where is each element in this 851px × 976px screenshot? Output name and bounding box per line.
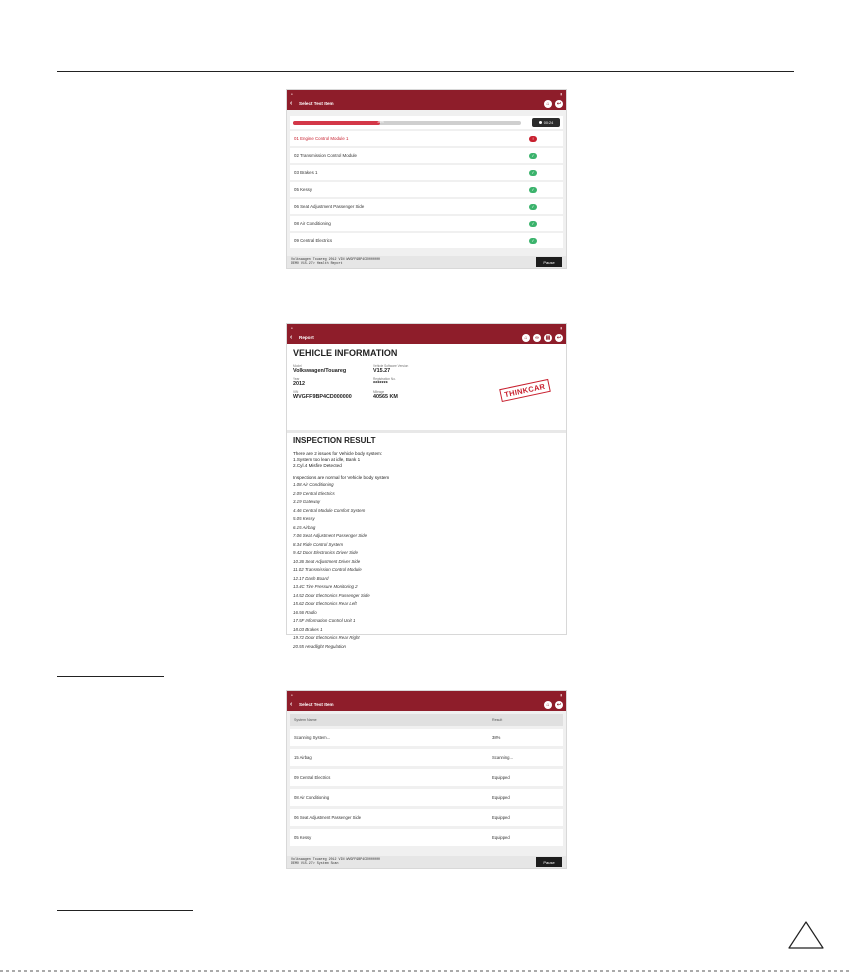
normal-system-item: 7.06 Seat Adjustment Passenger Side	[293, 533, 368, 538]
vehicle-field	[373, 390, 453, 402]
breadcrumb: DEMO V15.27> Health Report	[291, 261, 343, 265]
title-bar	[287, 698, 566, 711]
normal-system-item: 4.46 Central Module Comfort System	[293, 507, 366, 513]
module-name: 05 Kessy	[294, 187, 313, 192]
system-name: 08 Air Conditioning	[294, 795, 330, 800]
vehicle-info-title: VEHICLE INFORMATION	[293, 348, 398, 358]
normal-system-item: 2.09 Central Electrics	[293, 490, 335, 496]
back-arrow-icon[interactable]: ‹	[290, 334, 293, 341]
field-label: Year	[293, 377, 300, 381]
field-value: 40565 KM	[373, 394, 398, 400]
page-triangle-icon	[787, 920, 825, 950]
module-name: 08 Air Conditioning	[294, 221, 331, 226]
module-row[interactable]	[290, 131, 563, 146]
system-name: 09 Central Electrics	[294, 775, 331, 780]
section-underline	[57, 676, 164, 677]
normal-system-item: 14.52 Door Electronics Passenger Side	[293, 592, 370, 598]
home-icon[interactable]: ⌂	[544, 701, 552, 709]
field-label: Model	[293, 364, 302, 368]
module-name: 09 Central Electrics	[294, 238, 333, 243]
issues-header: There are 2 issues for Vehicle body system:	[293, 451, 383, 456]
system-name: 06 Seat Adjustment Passenger Side	[294, 815, 362, 820]
issue-item: 2.Cyl.4 Misfire Detected	[293, 463, 342, 468]
normal-system-item: 18.03 Brakes 1	[293, 626, 323, 632]
module-row[interactable]	[290, 216, 563, 231]
exit-icon[interactable]: ↩	[556, 100, 562, 107]
module-row[interactable]	[290, 182, 563, 197]
module-row[interactable]	[290, 148, 563, 163]
system-name: Scanning System...	[294, 735, 331, 740]
back-arrow-icon[interactable]: ‹	[290, 100, 293, 107]
check-icon: ✓	[529, 187, 537, 193]
back-arrow-icon[interactable]: ‹	[290, 701, 293, 708]
table-row[interactable]	[290, 749, 563, 766]
normal-system-item: 19.72 Door Electronics Rear Right	[293, 635, 360, 640]
breadcrumb: DEMO V15.27> System Scan	[291, 861, 339, 865]
crop-marks	[0, 970, 851, 972]
title-bar	[287, 331, 566, 344]
vehicle-field	[293, 390, 373, 402]
vehicle-footer	[287, 856, 566, 868]
normal-system-item: 15.62 Door Electronics Rear Left	[293, 601, 357, 606]
pause-button[interactable]: Pause	[536, 257, 562, 267]
thinkcar-stamp: THINKCAR	[499, 379, 550, 402]
normal-system-item: 12.17 Dash Board	[293, 575, 329, 581]
normal-system-item: 17.5F Information Control Unit 1	[293, 618, 356, 623]
scan-result: Scanning...	[492, 755, 513, 760]
screen-title: Report	[299, 335, 314, 340]
check-icon: ✓	[529, 221, 537, 227]
normal-system-item: 20.55 Headlight Regulation	[293, 643, 346, 649]
scan-result: Equipped	[492, 795, 510, 800]
status-bar: ● ▮	[287, 90, 566, 97]
field-value: Volkswagen/Touareg	[293, 368, 347, 374]
normal-system-item: 1.08 Air Conditioning	[293, 482, 334, 487]
scan-result: Equipped	[492, 835, 510, 840]
scan-progress-bar	[293, 121, 521, 125]
scan-result: 38%	[492, 735, 501, 740]
progress-label: 38%	[377, 120, 384, 124]
normal-system-item: 3.19 Gateway	[293, 499, 321, 504]
module-name: 01 Engine Control Module 1	[294, 136, 349, 141]
normal-system-item: 9.42 Door Electronics Driver Side	[293, 550, 358, 555]
screen-title: Select Test Item	[299, 702, 334, 707]
system-name: 15 Airbag	[294, 755, 312, 760]
normal-header: Inspections are normal for Vehicle body system	[293, 475, 390, 480]
section-underline	[57, 910, 193, 911]
report-screen	[286, 323, 567, 649]
exit-icon[interactable]: ↩	[556, 334, 562, 341]
table-row[interactable]	[290, 809, 563, 826]
scan-result: Equipped	[492, 815, 510, 820]
normal-system-item: 16.56 Radio	[293, 609, 317, 615]
module-row[interactable]	[290, 199, 563, 214]
table-row[interactable]	[290, 729, 563, 746]
vehicle-info-line: Volkswagen Touareg 2012 VIN WVGFF9BP4CD000000	[291, 257, 381, 262]
inspection-result	[287, 430, 566, 651]
error-icon: !	[529, 136, 537, 142]
vehicle-information	[287, 344, 566, 430]
issue-item: 1.System too lean at idle, Bank 1	[293, 457, 361, 462]
normal-system-item: 13.4C Tire Pressure Monitoring 2	[293, 584, 358, 589]
system-name: 05 Kessy	[294, 835, 312, 840]
normal-system-item: 10.36 Seat Adjustment Driver Side	[293, 558, 361, 564]
check-icon: ✓	[529, 238, 537, 244]
share-icon[interactable]: ∞	[533, 334, 541, 342]
print-icon[interactable]: ▤	[545, 334, 551, 341]
check-icon: ✓	[529, 204, 537, 210]
field-value: WVGFF9BP4CD000000	[293, 394, 352, 400]
field-label: Vehicle Software Version	[373, 364, 409, 368]
field-label: Registration No.	[373, 377, 396, 381]
vehicle-field	[293, 364, 373, 376]
health-report-screen	[286, 89, 567, 269]
normal-system-item: 6.15 Airbag	[293, 524, 316, 530]
table-row[interactable]	[290, 829, 563, 846]
title-bar	[287, 97, 566, 110]
vehicle-field	[293, 377, 373, 389]
module-name: 02 Transmission Control Module	[294, 153, 357, 158]
check-icon: ✓	[529, 153, 537, 159]
field-label: Mileage	[373, 390, 385, 394]
system-scan-screen	[286, 690, 567, 869]
column-system-name: System Name	[294, 718, 317, 722]
field-value: *******	[373, 381, 388, 387]
status-bar: ● ▮	[287, 324, 566, 331]
scan-timer	[532, 118, 560, 127]
column-result: Result	[492, 718, 503, 722]
vehicle-field	[373, 377, 453, 389]
normal-system-item: 5.05 Kessy	[293, 516, 315, 521]
timer-value: 00:24	[543, 120, 554, 125]
module-name: 03 Brakes 1	[294, 170, 318, 175]
field-value: 2012	[293, 381, 305, 387]
vehicle-footer	[287, 256, 566, 268]
vehicle-info-line: Volkswagen Touareg 2012 VIN WVGFF9BP4CD000000	[291, 857, 381, 862]
screen-title: Select Test Item	[299, 101, 334, 106]
module-name: 06 Seat Adjustment Passenger Side	[294, 204, 365, 209]
inspection-title: INSPECTION RESULT	[293, 436, 376, 445]
module-row[interactable]	[290, 233, 563, 248]
status-bar: ● ▮	[287, 691, 566, 698]
module-row[interactable]	[290, 165, 563, 180]
normal-system-item: 8.34 Ride Control System	[293, 541, 344, 547]
table-header	[290, 714, 563, 726]
vehicle-field	[373, 364, 453, 376]
normal-system-item: 11.02 Transmission Control Module	[293, 567, 362, 572]
exit-icon[interactable]: ↩	[556, 701, 562, 708]
progress-row	[290, 116, 563, 129]
field-label: VIN	[293, 390, 299, 394]
clock-icon	[539, 121, 542, 124]
scan-result: Equipped	[492, 775, 510, 780]
home-icon[interactable]: ⌂	[544, 100, 552, 108]
header-rule	[57, 71, 794, 72]
check-icon: ✓	[529, 170, 537, 176]
home-icon[interactable]: ⌂	[522, 334, 530, 342]
table-row[interactable]	[290, 789, 563, 806]
pause-button[interactable]: Pause	[536, 857, 562, 867]
table-row[interactable]	[290, 769, 563, 786]
field-value: V15.27	[373, 368, 391, 374]
